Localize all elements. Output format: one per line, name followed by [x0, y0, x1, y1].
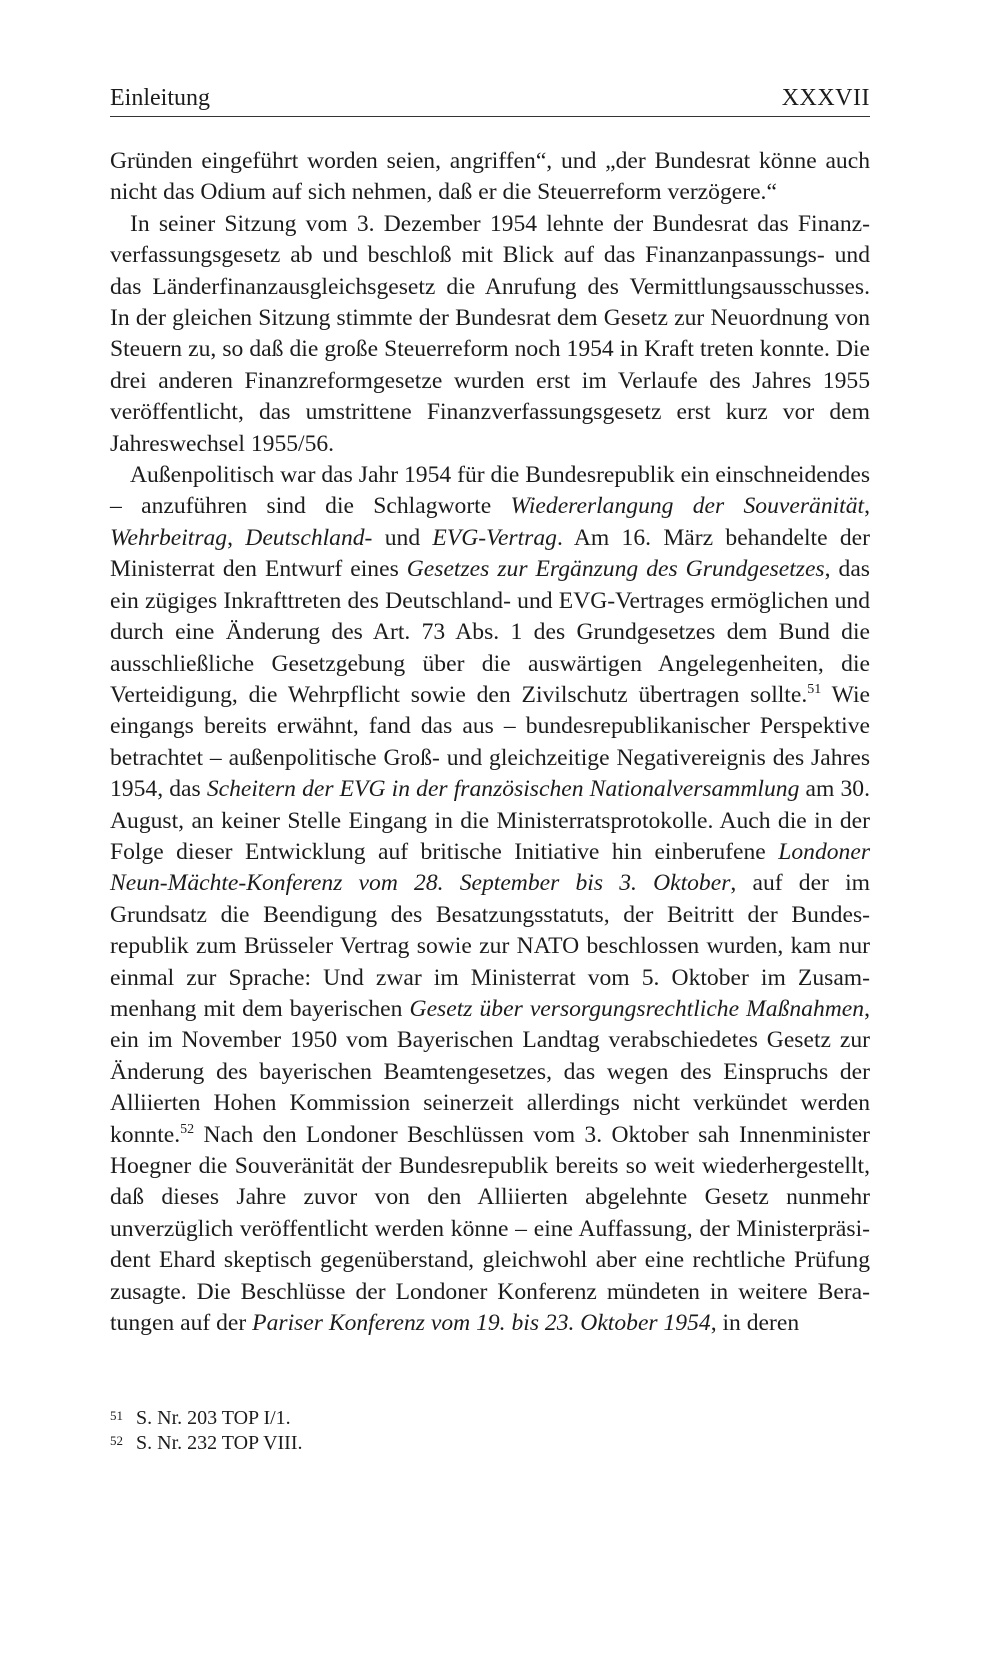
- footnotes: [110, 1406, 870, 1456]
- main-text: [110, 146, 870, 1339]
- footnote-text: S. Nr. 232 TOP VIII.: [136, 1432, 303, 1454]
- italic-term: Wehrbeitrag: [110, 524, 228, 551]
- text-run: Gründen eingeführt worden seien, angriffen“, und „der Bundesrat könne auch nicht das Odium auf sich nehmen, daß er die Steuerreform verzögere.“: [110, 148, 870, 206]
- text-run: In seiner Sitzung vom 3. Dezember 1954 lehnte der Bundesrat das Finanzverfassungsgesetz ab und beschloß mit Blick auf das Finanzanpassungs- und das Länderfinanzausgleichsgesetz die Anrufung des Vermittlungsausschusses. In der gleichen Sitzung stimmte der Bundesrat dem Gesetz zur Neuordnung von Steuern zu, so daß die große Steuerreform noch 1954 in Kraft treten konnte. Die drei anderen Finanzreformgesetze wurden erst im Verlaufe des Jahres 1955 veröffentlicht, das umstrittene Finanzverfassungsgesetz erst kurz vor dem Jahreswechsel 1955/56.: [110, 210, 870, 457]
- text-run: , auf der im Grundsatz die Beendigung des Besatzungsstatuts, der Beitritt der Bundesrepublik zum Brüsseler Vertrag sowie zur NATO beschlossen wurden, kam nur einmal zur Sprache: Und zwar im Ministerrat vom 5. Oktober im Zusammenhang mit dem bayerischen: [110, 870, 870, 1022]
- paragraph-2: [110, 209, 870, 460]
- italic-term: Londoner Neun-Mächte-Konferenz vom 28. September bis 3. Oktober: [110, 838, 870, 897]
- italic-term: Pariser Konferenz vom 19. bis 23. Oktober 1954: [252, 1310, 711, 1337]
- footnote-number: 52: [110, 1433, 123, 1448]
- text-run: und: [372, 524, 433, 551]
- footnote-text: S. Nr. 203 TOP I/1.: [136, 1407, 291, 1429]
- text-run: , das ein zügiges Inkrafttreten des Deutschland- und EVG-Vertrages ermöglichen und durch eine Änderung des Art. 73 Abs. 1 des Grundgesetzes dem Bund die ausschließliche Gesetzgebung über die auswärtigen Angelegenheiten, die Verteidigung, die Wehrpflicht sowie den Zivilschutz übertragen sollte.: [110, 556, 870, 708]
- text-run: am 30. August, an keiner Stelle Eingang in die Ministerratsprotokolle. Auch die in der Folge dieser Entwicklung auf britische Initiative hin einberufene: [110, 776, 870, 865]
- paragraph-3: [110, 460, 870, 1339]
- paragraph-1: [110, 146, 870, 209]
- text-run: ,: [864, 493, 870, 520]
- italic-term: Scheitern der EVG in der französischen Nationalversammlung: [206, 776, 800, 803]
- page-number: XXXVII: [781, 85, 870, 111]
- text-run: Außenpolitisch war das Jahr 1954 für die Bundesrepublik ein einschneidendes – anzuführen sind die Schlagworte: [110, 462, 870, 520]
- text-run: . Am 16. März behandelte der Ministerrat den Entwurf eines: [110, 524, 871, 583]
- italic-term: EVG-Vertrag: [432, 524, 557, 551]
- italic-term: Gesetz über versorgungsrechtliche Maßnahmen: [409, 995, 865, 1022]
- footnote-52: [110, 1431, 870, 1456]
- text-run: Wie eingangs bereits erwähnt, fand das aus – bundesrepublikanischer Perspektive betrachtet – außenpolitische Groß- und gleichzeitige Negativereignis des Jahres 1954, das: [110, 681, 870, 803]
- text-run: , ein im November 1950 vom Bayerischen Landtag verabschiedetes Gesetz zur Änderung des bayerischen Beamtengesetzes, das wegen des Einspruchs der Alliierten Hohen Kommission seinerzeit allerdings nicht verkündet werden konnte.: [110, 995, 870, 1148]
- footnote-number: 51: [110, 1408, 123, 1423]
- footnote-ref-51[interactable]: 51: [807, 681, 822, 697]
- italic-term: Deutschland-: [245, 524, 373, 551]
- italic-term: Gesetzes zur Ergänzung des Grundgesetzes: [406, 556, 825, 583]
- text-run: ,: [227, 524, 246, 551]
- section-title: Einleitung: [110, 85, 210, 111]
- footnote-51: [110, 1406, 870, 1431]
- text-run: , in deren: [710, 1310, 800, 1337]
- italic-term: Wiedererlangung der Souveränität: [510, 493, 865, 520]
- running-header: [110, 84, 870, 117]
- footnote-ref-52[interactable]: 52: [180, 1121, 195, 1137]
- text-run: Nach den Londoner Beschlüssen vom 3. Oktober sah Innenminister Hoegner die Souveränität der Bundesrepublik bereits so weit wiederhergestellt, daß dieses Jahre zuvor von den Alliierten abgelehnte Gesetz nunmehr unverzüglich veröffentlicht werden könne – eine Auffassung, der Ministerpräsident Ehard skeptisch gegenüberstand, gleichwohl aber eine rechtliche Prüfung zusagte. Die Beschlüsse der Londoner Konferenz mündeten in weitere Beratungen auf der: [110, 1121, 870, 1337]
